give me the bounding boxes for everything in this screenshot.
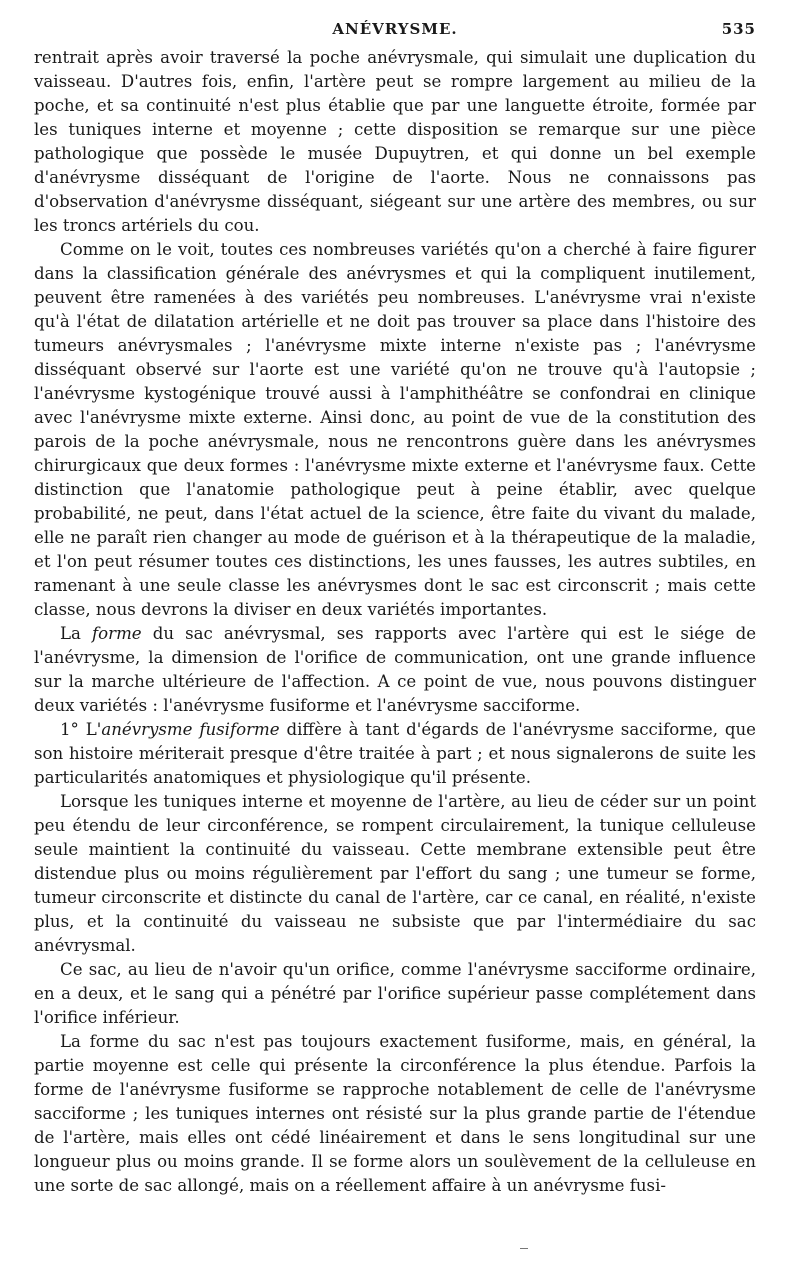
page [34,20,756,1198]
paragraph-3 [34,622,756,718]
paragraph-4-lead: 1° L' [60,720,102,739]
paragraph-6: Ce sac, au lieu de n'avoir qu'un orifice, comme l'anévrysme sacciforme ordinaire, en a deux, et le sang qui a pénétré par l'orifice supérieur passe complétement dans l'orifice inférieur. [34,960,756,1027]
paragraph-4-emphasis: anévrysme fusiforme [101,720,280,739]
paragraph-5: Lorsque les tuniques interne et moyenne de l'artère, au lieu de céder sur un point peu étendu de leur circonférence, se rompent circulairement, la tunique celluleuse seule maintient la continuité du vaisseau. Cette membrane extensible peut être distendue plus ou moins régulièrement par l'effort du sang ; une tumeur se forme, tumeur circonscrite et distincte du canal de l'artère, car ce canal, en réalité, n'existe plus, et la continuité du vaisseau ne subsiste que par l'intermédiaire du sac anévrysmal. [34,792,756,955]
paragraph-4 [34,718,756,790]
running-title: ANÉVRYSME. [332,20,458,38]
running-header [34,20,756,46]
paragraph-3-lead: La [60,624,92,643]
paragraph-1: rentrait après avoir traversé la poche anévrysmale, qui simulait une duplication du vaisseau. D'autres fois, enfin, l'artère peut se rompre largement au milieu de la poche, et sa continuité n'est plus établie que par une languette étroite, formée par les tuniques interne et moyenne ; cette disposition se remarque sur une pièce pathologique que possède le musée Dupuytren, et qui donne un bel exemple d'anévrysme disséquant de l'origine de l'aorte. Nous ne connaissons pas d'observation d'anévrysme disséquant, siégeant sur une artère des membres, ou sur les troncs artériels du cou. [34,48,756,235]
paragraph-3-emphasis: forme [92,624,142,643]
paragraph-7: La forme du sac n'est pas toujours exactement fusiforme, mais, en général, la partie moyenne est celle qui présente la circonférence la plus étendue. Parfois la forme de l'anévrysme fusiforme se rapproche notablement de celle de l'anévrysme sacciforme ; les tuniques internes ont résisté sur la plus grande partie de l'étendue de l'artère, mais elles ont cédé linéairement et dans le sens longitudinal sur une longueur plus ou moins grande. Il se forme alors un soulèvement de la celluleuse en une sorte de sac allongé, mais on a réellement affaire à un anévrysme fusi- [34,1032,756,1195]
bottom-mark [520,1248,528,1249]
body-text [34,46,756,1198]
page-number: 535 [721,20,756,38]
paragraph-4-rest: diffère à tant d'égards de l'anévrysme sacciforme, que son histoire mériterait presque d'être traitée à part ; et nous signalerons de suite les particularités anatomiques et physiologique qu'il présente. [34,720,756,787]
paragraph-2: Comme on le voit, toutes ces nombreuses variétés qu'on a cherché à faire figurer dans la classification générale des anévrysmes et qui la compliquent inutilement, peuvent être ramenées à des variétés peu nombreuses. L'anévrysme vrai n'existe qu'à l'état de dilatation artérielle et ne doit pas trouver sa place dans l'histoire des tumeurs anévrysmales ; l'anévrysme mixte interne n'existe pas ; l'anévrysme disséquant observé sur l'aorte est une variété qu'on ne trouve qu'à l'autopsie ; l'anévrysme kystogénique trouvé aussi à l'amphithéâtre se confondrai en clinique avec l'anévrysme mixte externe. Ainsi donc, au point de vue de la constitution des parois de la poche anévrysmale, nous ne rencontrons guère dans les anévrysmes chirurgicaux que deux formes : l'anévrysme mixte externe et l'anévrysme faux. Cette distinction que l'anatomie pathologique peut à peine établir, avec quelque probabilité, ne peut, dans l'état actuel de la science, être faite du vivant du malade, elle ne paraît rien changer au mode de guérison et à la thérapeutique de la maladie, et l'on peut résumer toutes ces distinctions, les unes fausses, les autres subtiles, en ramenant à une seule classe les anévrysmes dont le sac est circonscrit ; mais cette classe, nous devrons la diviser en deux variétés importantes. [34,240,756,619]
paragraph-3-rest: du sac anévrysmal, ses rapports avec l'artère qui est le siége de l'anévrysme, la dimension de l'orifice de communication, ont une grande influence sur la marche ultérieure de l'affection. A ce point de vue, nous pouvons distinguer deux variétés : l'anévrysme fusiforme et l'anévrysme sacciforme. [34,624,757,715]
